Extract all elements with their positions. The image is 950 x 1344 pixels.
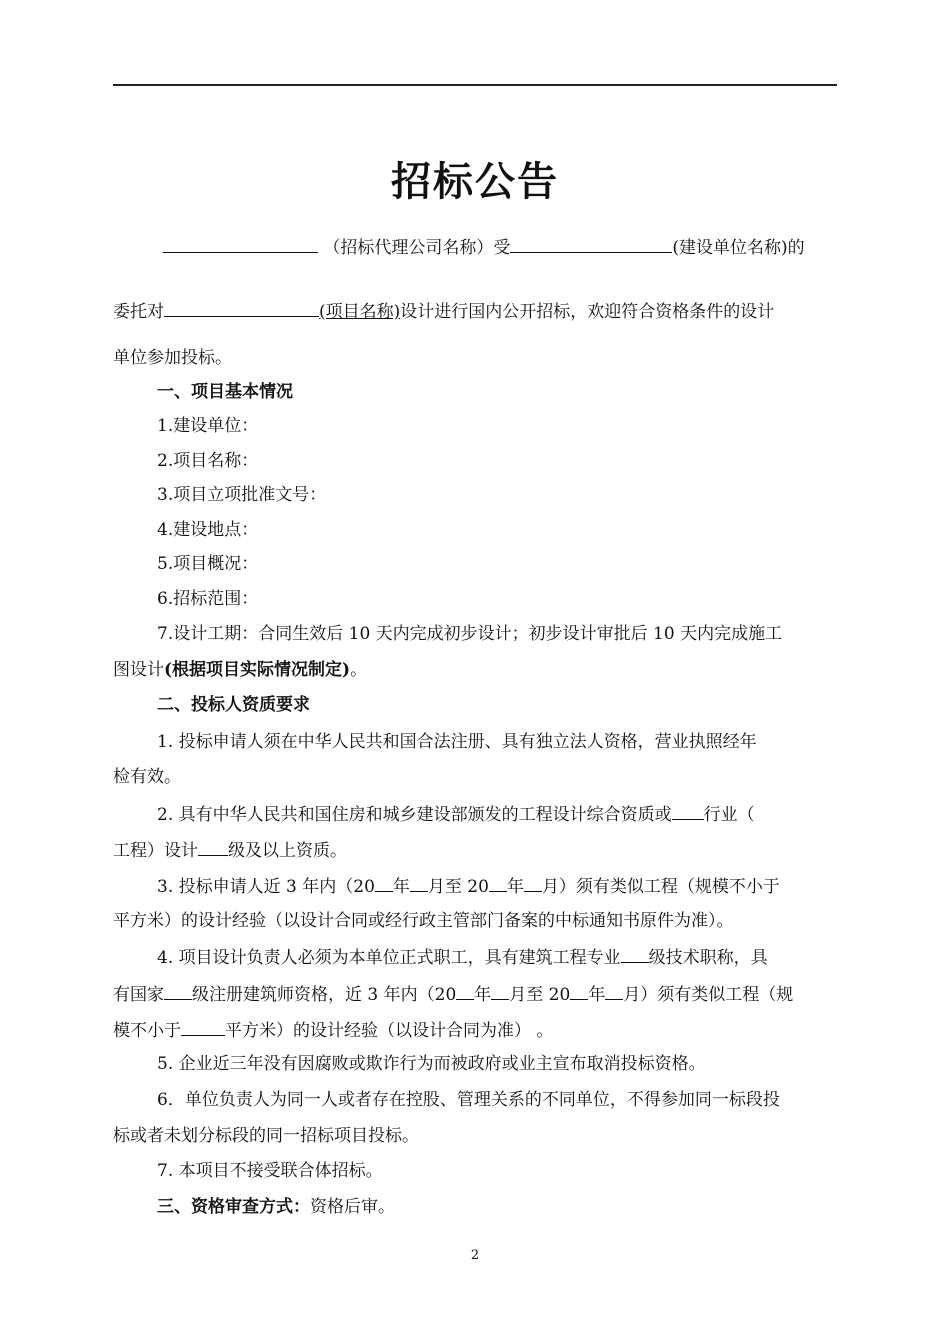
section1-item-7b <box>113 658 837 682</box>
agency-name-blank <box>163 234 318 253</box>
req4-text-8: 月）须有类似工程（规 <box>623 985 794 1005</box>
industry-blank <box>672 801 704 820</box>
architect-grade-blank <box>164 981 192 1000</box>
month-blank <box>605 981 623 1000</box>
year-blank <box>456 981 474 1000</box>
req2-text-2: 行业（ <box>703 805 755 825</box>
req2-line-b <box>113 837 837 863</box>
req4-text-7: 年 <box>588 985 606 1005</box>
req2-text-3: 工程）设计 <box>113 841 198 861</box>
intro-line-2 <box>113 298 837 324</box>
project-name-label: (项目名称) <box>319 302 401 322</box>
req2-text-4: 级及以上资质。 <box>228 841 347 861</box>
item7-note: (根据项目实际情况制定) <box>164 660 351 680</box>
section3-line <box>157 1195 837 1219</box>
owner-name-label: (建设单位名称)的 <box>672 238 805 258</box>
req4-text-6: 月至 20 <box>509 985 571 1005</box>
req4-text-10: 平方米）的设计经验（以设计合同为准） 。 <box>225 1021 554 1041</box>
req3-line-a <box>157 873 837 899</box>
req3-text-2: 年 <box>392 877 410 897</box>
section1-item-4: 4.建设地点： <box>157 520 259 540</box>
section1-item-2: 2.项目名称： <box>157 451 259 471</box>
req3-text-3: 月至 20 <box>427 877 489 897</box>
month-blank <box>410 873 428 892</box>
month-blank <box>491 981 509 1000</box>
section1-item-6: 6.招标范围： <box>157 589 259 609</box>
section1-item-7a: 7.设计工期：合同生效后 10 天内完成初步设计；初步设计审批后 10 天内完成施工 <box>157 624 783 644</box>
item7-text: 图设计 <box>113 660 164 680</box>
req4-text-5: 年 <box>474 985 492 1005</box>
req4-text-4: 级注册建筑师资格，近 3 年内（20 <box>192 985 457 1005</box>
req4-line-b <box>113 981 837 1007</box>
section1-item-1: 1.建设单位： <box>157 416 259 436</box>
req4-line-c <box>113 1017 837 1043</box>
agency-name-label: （招标代理公司名称）受 <box>323 238 511 258</box>
req3-line-b: 平方米）的设计经验（以设计合同或经行政主管部门备案的中标通知书原件为准）。 <box>113 911 734 931</box>
header-rule <box>113 84 837 86</box>
owner-name-blank <box>510 234 672 253</box>
item7-end: 。 <box>350 660 368 680</box>
entrust-text: 委托对 <box>113 302 164 322</box>
page-title: 招标公告 <box>391 158 559 205</box>
req2-line-a <box>157 801 837 827</box>
title-grade-blank <box>621 944 649 963</box>
month-blank <box>524 873 542 892</box>
section1-item-3: 3.项目立项批准文号： <box>157 485 327 505</box>
req5-line: 5. 企业近三年没有因腐败或欺诈行为而被政府或业主宣布取消投标资格。 <box>157 1054 706 1074</box>
section1-heading: 一、项目基本情况 <box>157 382 293 402</box>
req3-text-4: 年 <box>506 877 524 897</box>
section2-heading: 二、投标人资质要求 <box>157 695 310 715</box>
intro-text: 设计进行国内公开招标，欢迎符合资格条件的设计 <box>400 302 775 322</box>
project-name-blank <box>164 298 319 317</box>
req1-line-a: 1. 投标申请人须在中华人民共和国合法注册、具有独立法人资格，营业执照经年 <box>157 732 757 752</box>
section3-value: 资格后审。 <box>310 1197 395 1217</box>
req3-text-1: 3. 投标申请人近 3 年内（20 <box>157 877 375 897</box>
req4-text-3: 有国家 <box>113 985 164 1005</box>
req3-text-5: 月）须有类似工程（规模不小于 <box>541 877 780 897</box>
year-blank <box>489 873 507 892</box>
section1-item-5: 5.项目概况： <box>157 554 259 574</box>
year-blank <box>570 981 588 1000</box>
intro-line-3: 单位参加投标。 <box>113 348 232 368</box>
req6-line-b: 标或者未划分标段的同一招标项目投标。 <box>113 1126 419 1146</box>
grade-blank <box>198 837 228 856</box>
req4-line-a <box>157 944 837 970</box>
req7-line: 7. 本项目不接受联合体招标。 <box>157 1161 383 1181</box>
year-blank <box>375 873 393 892</box>
req2-text: 2. 具有中华人民共和国住房和城乡建设部颁发的工程设计综合资质或 <box>157 805 672 825</box>
req1-line-b: 检有效。 <box>113 767 181 787</box>
area-blank <box>181 1017 225 1036</box>
req4-text-2: 级技术职称，具 <box>648 948 768 968</box>
req4-text-1: 4. 项目设计负责人必须为本单位正式职工，具有建筑工程专业 <box>157 948 621 968</box>
req6-line-a: 6．单位负责人为同一人或者存在控股、管理关系的不同单位，不得参加同一标段投 <box>157 1090 780 1110</box>
req4-text-9: 模不小于 <box>113 1021 181 1041</box>
page-number: 2 <box>470 1248 480 1263</box>
section3-heading: 三、资格审查方式： <box>157 1197 310 1217</box>
intro-line-1 <box>113 234 837 260</box>
